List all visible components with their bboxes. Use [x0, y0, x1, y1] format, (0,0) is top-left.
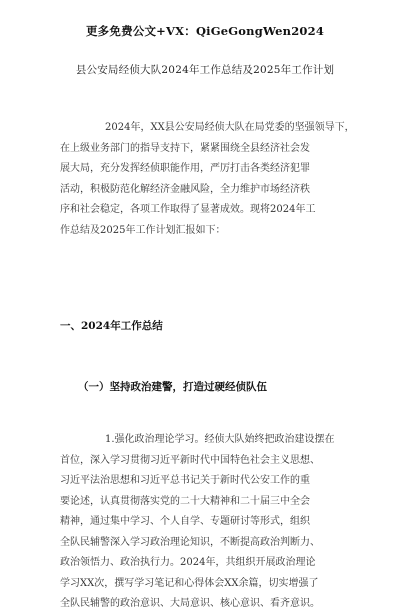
- body-line: 习近平法治思想和习近平总书记关于新时代公安工作的重: [60, 475, 310, 486]
- body-line: 要论述，认真贯彻落实党的二十大精神和二十届三中全会: [60, 495, 310, 507]
- body-paragraph: [60, 430, 360, 615]
- body-line: 学习XX次，撰写学习笔记和心得体会XX余篇，切实增强了: [60, 577, 319, 589]
- document-title: 县公安局经侦大队2024年工作总结及2025年工作计划: [75, 64, 335, 76]
- body-line: 精神，通过集中学习、个人自学、专题研讨等形式，组织: [60, 516, 310, 527]
- intro-line: 序和社会稳定，各项工作取得了显著成效。现将2024年工: [60, 204, 316, 215]
- intro-line: 作总结及2025年工作计划汇报如下：: [60, 224, 226, 236]
- watermark-header: 更多免费公文+VX：QiGeGongWen2024: [85, 24, 325, 38]
- section-heading: 一、2024年工作总结: [60, 320, 163, 332]
- body-line: 1.强化政治理论学习。经侦大队始终把政治建设摆在: [105, 434, 335, 445]
- body-line: 首位，深入学习贯彻习近平新时代中国特色社会主义思想、: [60, 454, 320, 466]
- body-line: 全队民辅警的政治意识、大局意识、核心意识、看齐意识。: [60, 598, 320, 609]
- intro-line: 2024年，XX县公安局经侦大队在局党委的坚强领导下，: [105, 122, 355, 133]
- body-line: 政治领悟力、政治执行力。2024年，共组织开展政治理论: [60, 557, 316, 568]
- subsection-heading: （一）坚持政治建警，打造过硬经侦队伍: [78, 381, 267, 393]
- intro-line: 活动，积极防范化解经济金融风险，全力维护市场经济秩: [60, 183, 310, 195]
- intro-line: 展大局，充分发挥经侦职能作用，严厉打击各类经济犯罪: [60, 163, 310, 174]
- intro-paragraph: [60, 118, 360, 241]
- body-line: 全队民辅警深入学习政治理论知识，不断提高政治判断力、: [60, 536, 320, 548]
- intro-line: 在上级业务部门的指导支持下，紧紧围绕全县经济社会发: [60, 142, 310, 154]
